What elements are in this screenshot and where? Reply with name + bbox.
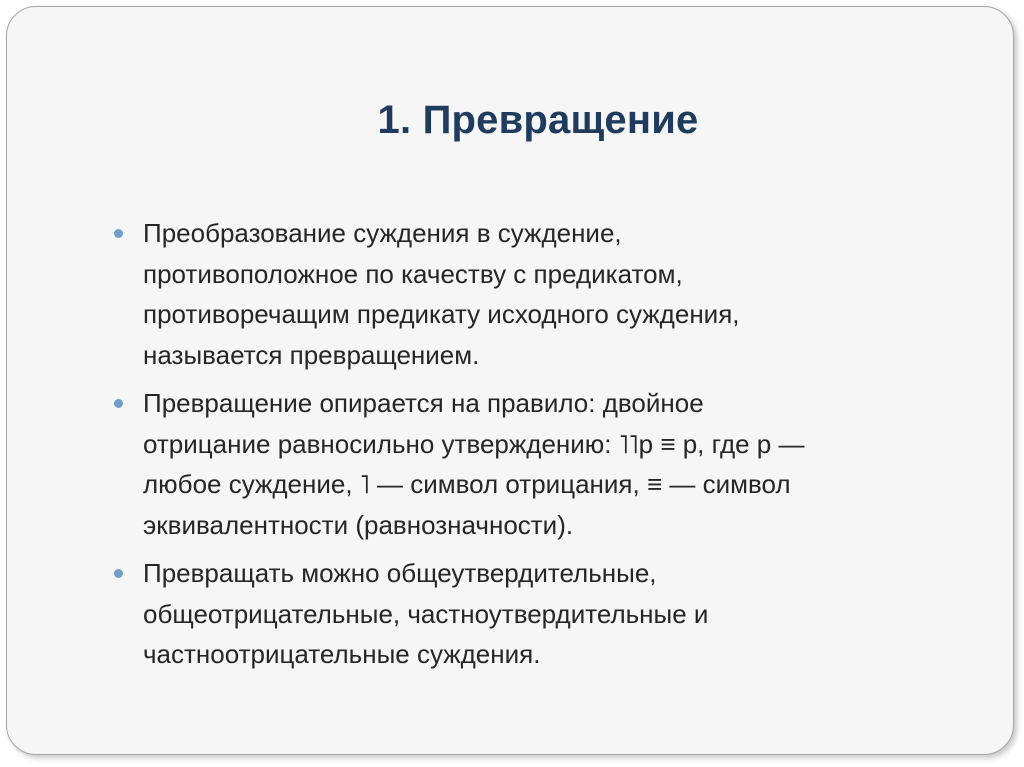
bullet-item-1	[112, 213, 952, 375]
bullet-item-2	[112, 383, 952, 545]
bullet-text: Превращение опирается на правило: двойное отрицание равносильно утверждению: ˥˥p ≡ p, где p — любое суждение, ˥ — символ отрицания, ≡ — символ эквивалентности (равнозначности).	[143, 388, 805, 540]
bullet-list	[112, 213, 952, 683]
bullet-text: Преобразование суждения в суждение, противоположное по качеству с предикатом, противоречащим предикату исходного суждения, называется превращением.	[143, 218, 740, 370]
bullet-dot-icon	[114, 569, 123, 578]
bullet-dot-icon	[114, 229, 123, 238]
bullet-text: Превращать можно общеутвердительные, общеотрицательные, частноутвердительные и частноотрицательные суждения.	[143, 558, 709, 669]
bullet-dot-icon	[114, 399, 123, 408]
bullet-item-3	[112, 553, 952, 675]
slide-title: 1. Превращение	[377, 98, 699, 142]
